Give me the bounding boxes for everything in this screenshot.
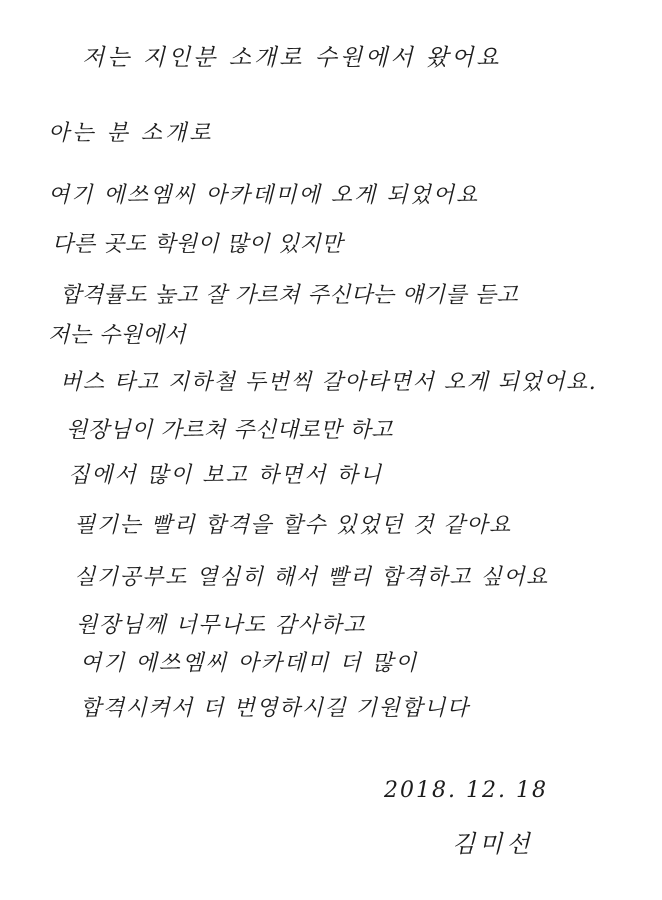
letter-line: 여기 에쓰엠씨 아카데미에 오게 되었어요 — [48, 183, 480, 208]
letter-line: 합격률도 높고 잘 가르쳐 주신다는 얘기를 듣고 — [60, 283, 519, 308]
letter-line: 다른 곳도 학원이 많이 있지만 — [52, 232, 343, 257]
letter-line: 원장님께 너무나도 감사하고 — [76, 613, 367, 638]
letter-line: 저는 수원에서 — [48, 323, 187, 348]
letter-line: 필기는 빨리 합격을 할수 있었던 것 같아요 — [74, 513, 512, 538]
letter-title: 저는 지인분 소개로 수원에서 왔어요 — [82, 45, 502, 71]
letter-line: 원장님이 가르쳐 주신대로만 하고 — [66, 418, 394, 443]
letter-line: 버스 타고 지하철 두번씩 갈아타면서 오게 되었어요. — [60, 370, 598, 395]
letter-line: 여기 에쓰엠씨 아카데미 더 많이 — [80, 651, 419, 676]
letter-line: 실기공부도 열심히 해서 빨리 합격하고 싶어요 — [74, 565, 549, 590]
letter-date: 2018. 12. 18 — [384, 778, 548, 803]
letter-line: 합격시켜서 더 번영하시길 기원합니다 — [80, 696, 470, 721]
letter-line: 집에서 많이 보고 하면서 하니 — [68, 463, 383, 488]
signature: 김미선 — [452, 830, 534, 858]
letter-line: 아는 분 소개로 — [48, 121, 214, 146]
